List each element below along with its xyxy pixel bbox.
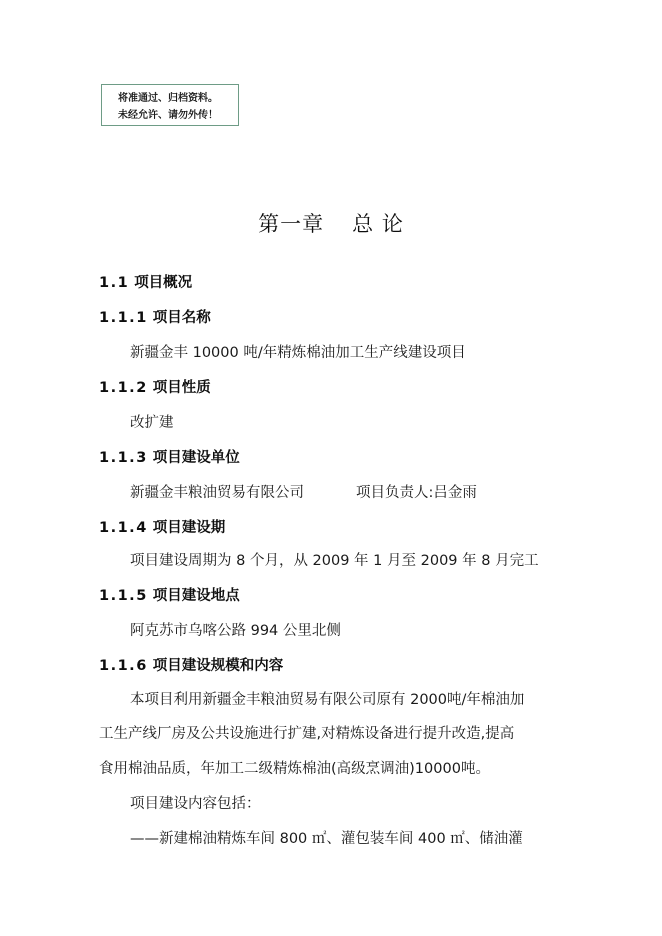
section-1-1-6-heading bbox=[99, 654, 283, 675]
project-name-text: 新疆金丰 10000 吨/年精炼棉油加工生产线建设项目 bbox=[130, 345, 466, 361]
section-1-1-1-heading bbox=[99, 306, 211, 327]
notice-line-2: 未经允许、请勿外传！ bbox=[118, 110, 218, 121]
section-number: 1.1.2 bbox=[99, 380, 148, 396]
section-number: 1.1.1 bbox=[99, 310, 148, 326]
chapter-name: 总 论 bbox=[352, 212, 404, 236]
chapter-number: 第一章 bbox=[258, 212, 325, 236]
construction-location-text: 阿克苏市乌喀公路 994 公里北侧 bbox=[130, 623, 341, 639]
section-1-1-heading bbox=[99, 271, 192, 292]
section-title: 项目名称 bbox=[152, 310, 211, 326]
content-intro-text: 项目建设内容包括： bbox=[130, 796, 261, 812]
scale-paragraph-line-3: 食用棉油品质，年加工二级精炼棉油(高级烹调油)10000吨。 bbox=[99, 761, 490, 777]
section-title: 项目建设规模和内容 bbox=[152, 658, 284, 674]
scale-paragraph-line-1: 本项目利用新疆金丰粮油贸易有限公司原有 2000吨/年棉油加 bbox=[130, 692, 525, 708]
section-number: 1.1.5 bbox=[99, 588, 148, 604]
section-1-1-2-heading bbox=[99, 376, 211, 397]
construction-period-text: 项目建设周期为 8 个月，从 2009 年 1 月至 2009 年 8 月完工 bbox=[130, 553, 539, 569]
section-title: 项目性质 bbox=[152, 380, 211, 396]
section-number: 1.1.3 bbox=[99, 450, 148, 466]
section-1-1-5-heading bbox=[99, 584, 240, 605]
construction-unit-text: 新疆金丰粮油贸易有限公司 bbox=[130, 485, 304, 501]
section-1-1-3-heading bbox=[99, 446, 240, 467]
notice-line-1: 将准通过、归档资料。 bbox=[118, 93, 218, 104]
section-title: 项目建设单位 bbox=[152, 450, 240, 466]
notice-stamp-box bbox=[101, 84, 239, 126]
section-title: 项目建设地点 bbox=[152, 588, 240, 604]
section-title: 项目建设期 bbox=[152, 520, 226, 536]
section-number: 1.1.4 bbox=[99, 520, 148, 536]
project-responsible-text: 项目负责人:吕金雨 bbox=[356, 485, 477, 501]
section-number: 1.1 bbox=[99, 275, 130, 291]
section-1-1-4-heading bbox=[99, 516, 225, 537]
section-title: 项目概况 bbox=[134, 275, 193, 291]
project-nature-text: 改扩建 bbox=[130, 415, 174, 431]
content-item-line: ——新建棉油精炼车间 800 ㎡、灌包装车间 400 ㎡、储油灌 bbox=[130, 831, 523, 847]
section-number: 1.1.6 bbox=[99, 658, 148, 674]
chapter-title bbox=[0, 208, 662, 238]
construction-unit-line bbox=[130, 481, 477, 502]
scale-paragraph-line-2: 工生产线厂房及公共设施进行扩建,对精炼设备进行提升改造,提高 bbox=[99, 726, 515, 742]
